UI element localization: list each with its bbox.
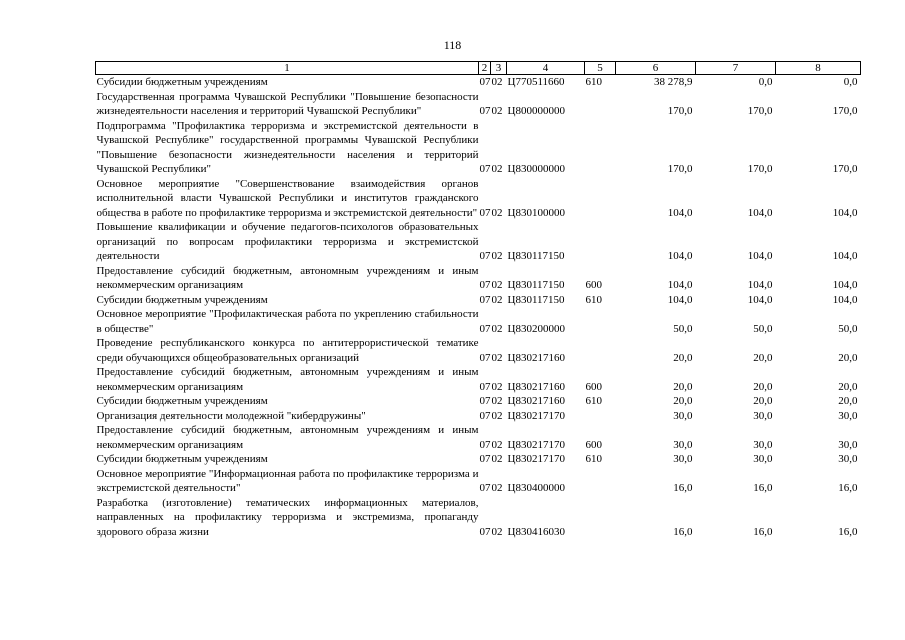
table-row [96,467,861,496]
row-name: Предоставление субсидий бюджетным, автономным учреждениям и иным некоммерческим организациям [96,264,479,291]
table-row [96,336,861,365]
row-amount-col8: 170,0 [832,105,858,117]
row-amount-col8: 30,0 [838,438,858,451]
row-target-article: Ц800000000 [507,105,565,117]
row-amount-col6: 30,0 [673,438,693,451]
table-row [96,365,861,394]
row-name: Подпрограмма "Профилактика терроризма и экстремистской деятельности в Чувашской Республике" государственной программы Чувашской Республики "Повышение безопасности жизнедеятельности населения и территорий Чувашской Республики" [96,119,479,175]
row-amount-col7: 20,0 [753,351,773,364]
row-expense-type: 610 [585,76,602,88]
row-expense-type [585,467,616,496]
row-subsection: 02 [491,525,503,538]
row-target-article: Ц830217170 [507,438,565,451]
header-col-7: 7 [696,62,776,75]
table-row [96,394,861,409]
row-section: 07 [479,322,491,335]
row-section: 07 [479,351,491,364]
row-amount-col7: 170,0 [747,163,773,175]
row-name: Организация деятельности молодежной "кибердружины" [96,409,366,422]
row-section: 07 [479,279,491,291]
budget-table [95,61,861,539]
header-col-6: 6 [616,62,696,75]
row-amount-col6: 20,0 [673,380,693,393]
row-section: 07 [479,293,491,306]
page-number: 118 [443,38,462,52]
table-row [96,75,861,90]
row-amount-col8: 104,0 [832,293,858,306]
row-section: 07 [479,250,491,262]
row-amount-col7: 104,0 [747,206,773,219]
row-target-article: Ц830217160 [507,395,565,407]
row-amount-col6: 104,0 [667,206,693,219]
row-amount-col8: 16,0 [838,482,858,494]
row-name: Повышение квалификации и обучение педагогов-психологов образовательных организаций по вопросам профилактики терроризма и экстремистской деятельности [96,221,479,262]
row-amount-col7: 16,0 [753,482,773,494]
row-subsection: 02 [491,351,503,364]
row-amount-col8: 0,0 [843,76,858,88]
row-target-article: Ц830217170 [507,409,565,422]
row-expense-type: 610 [585,395,602,407]
header-col-8: 8 [776,62,861,75]
row-amount-col7: 104,0 [747,250,773,262]
row-target-article: Ц830000000 [507,163,565,175]
table-row [96,177,861,221]
row-target-article: Ц770511660 [507,76,565,88]
row-section: 07 [479,163,491,175]
row-target-article: Ц830400000 [507,482,565,494]
row-name: Государственная программа Чувашской Республики "Повышение безопасности жизнедеятельности населения и территорий Чувашской Республики" [96,90,479,117]
row-expense-type [585,119,616,177]
row-expense-type [585,90,616,119]
table-row [96,119,861,177]
row-amount-col8: 104,0 [832,250,858,262]
row-expense-type [585,496,616,540]
row-amount-col6: 16,0 [673,482,693,494]
row-amount-col6: 104,0 [667,279,693,291]
row-amount-col8: 30,0 [838,409,858,422]
table-row [96,90,861,119]
header-col-5: 5 [585,62,616,75]
row-name: Субсидии бюджетным учреждениям [96,453,268,465]
row-amount-col6: 50,0 [673,322,693,335]
row-amount-col8: 104,0 [832,206,858,219]
row-amount-col8: 104,0 [832,279,858,291]
row-name: Субсидии бюджетным учреждениям [96,395,268,407]
row-subsection: 02 [491,293,503,306]
row-amount-col6: 170,0 [667,105,693,117]
row-amount-col7: 20,0 [753,380,773,393]
row-subsection: 02 [491,409,503,422]
row-name: Разработка (изготовление) тематических информационных материалов, направленных на профилактику терроризма и экстремизма, пропаганду здорового образа жизни [96,496,479,538]
row-amount-col8: 50,0 [838,322,858,335]
row-subsection: 02 [491,250,503,262]
row-target-article: Ц830217160 [507,380,565,393]
table-row [96,293,861,308]
row-name: Основное мероприятие "Совершенствование взаимодействия органов исполнительной власти Чувашской Республики и институтов гражданского общества в работе по профилактике терроризма и экстремистской деятельности" [96,177,479,219]
row-amount-col6: 20,0 [673,351,693,364]
row-section: 07 [479,206,491,219]
row-target-article: Ц830117150 [507,279,565,291]
header-row [96,62,861,75]
row-expense-type: 600 [585,438,602,451]
row-subsection: 02 [491,482,503,494]
row-amount-col7: 104,0 [747,279,773,291]
row-target-article: Ц830217170 [507,453,565,465]
row-target-article: Ц830200000 [507,322,565,335]
row-amount-col7: 16,0 [753,525,773,538]
row-amount-col8: 20,0 [838,380,858,393]
row-amount-col8: 170,0 [832,163,858,175]
row-subsection: 02 [491,163,503,175]
row-amount-col6: 104,0 [667,293,693,306]
header-col-4: 4 [507,62,585,75]
row-amount-col6: 20,0 [673,395,693,407]
row-section: 07 [479,438,491,451]
table-row [96,423,861,452]
row-expense-type: 610 [585,453,602,465]
row-amount-col7: 20,0 [753,395,773,407]
row-section: 07 [479,380,491,393]
row-amount-col8: 30,0 [838,453,858,465]
table-row [96,452,861,467]
row-subsection: 02 [491,438,503,451]
table-row [96,409,861,424]
row-amount-col7: 30,0 [753,438,773,451]
row-section: 07 [479,409,491,422]
row-subsection: 02 [491,76,503,88]
header-col-2: 2 [479,62,491,75]
row-target-article: Ц830117150 [507,250,565,262]
row-amount-col6: 30,0 [673,453,693,465]
row-subsection: 02 [491,453,503,465]
table-row [96,496,861,540]
row-name: Проведение республиканского конкурса по антитеррористической тематике среди обучающихся общеобразовательных организаций [96,337,479,364]
row-amount-col7: 30,0 [753,453,773,465]
row-amount-col8: 16,0 [838,525,858,538]
row-name: Основное мероприятие "Профилактическая работа по укреплению стабильности в обществе" [96,308,479,335]
row-target-article: Ц830117150 [507,293,565,306]
row-section: 07 [479,395,491,407]
row-name: Субсидии бюджетным учреждениям [96,76,268,88]
row-amount-col6: 30,0 [673,409,693,422]
row-section: 07 [479,525,491,538]
row-amount-col6: 104,0 [667,250,693,262]
row-target-article: Ц830217160 [507,351,565,364]
table-row [96,264,861,293]
row-amount-col7: 50,0 [753,322,773,335]
row-expense-type [585,409,616,424]
row-expense-type [585,220,616,264]
header-col-3: 3 [491,62,507,75]
row-amount-col7: 170,0 [747,105,773,117]
row-amount-col8: 20,0 [838,351,858,364]
row-name: Субсидии бюджетным учреждениям [96,293,268,306]
row-expense-type [585,307,616,336]
row-expense-type: 600 [585,279,602,291]
table-row [96,220,861,264]
row-subsection: 02 [491,380,503,393]
row-section: 07 [479,453,491,465]
row-section: 07 [479,105,491,117]
row-amount-col6: 16,0 [673,525,693,538]
table-header [96,62,861,75]
row-name: Предоставление субсидий бюджетным, автономным учреждениям и иным некоммерческим организациям [96,424,479,451]
row-amount-col6: 38 278,9 [654,76,693,88]
row-name: Предоставление субсидий бюджетным, автономным учреждениям и иным некоммерческим организациям [96,366,479,393]
row-subsection: 02 [491,105,503,117]
row-section: 07 [479,76,491,88]
row-expense-type: 610 [585,293,602,306]
row-subsection: 02 [491,395,503,407]
row-amount-col6: 170,0 [667,163,693,175]
table-body [96,75,861,540]
row-expense-type [585,336,616,365]
row-expense-type [585,177,616,221]
row-amount-col8: 20,0 [838,395,858,407]
row-subsection: 02 [491,279,503,291]
table-row [96,307,861,336]
row-target-article: Ц830416030 [507,525,565,538]
row-name: Основное мероприятие "Информационная работа по профилактике терроризма и экстремистской деятельности" [96,467,479,494]
row-target-article: Ц830100000 [507,206,565,219]
row-section: 07 [479,482,491,494]
row-expense-type: 600 [585,380,602,393]
row-subsection: 02 [491,206,503,219]
row-subsection: 02 [491,322,503,335]
row-amount-col7: 0,0 [758,76,773,88]
header-col-1: 1 [96,62,479,75]
row-amount-col7: 104,0 [747,293,773,306]
row-amount-col7: 30,0 [753,409,773,422]
